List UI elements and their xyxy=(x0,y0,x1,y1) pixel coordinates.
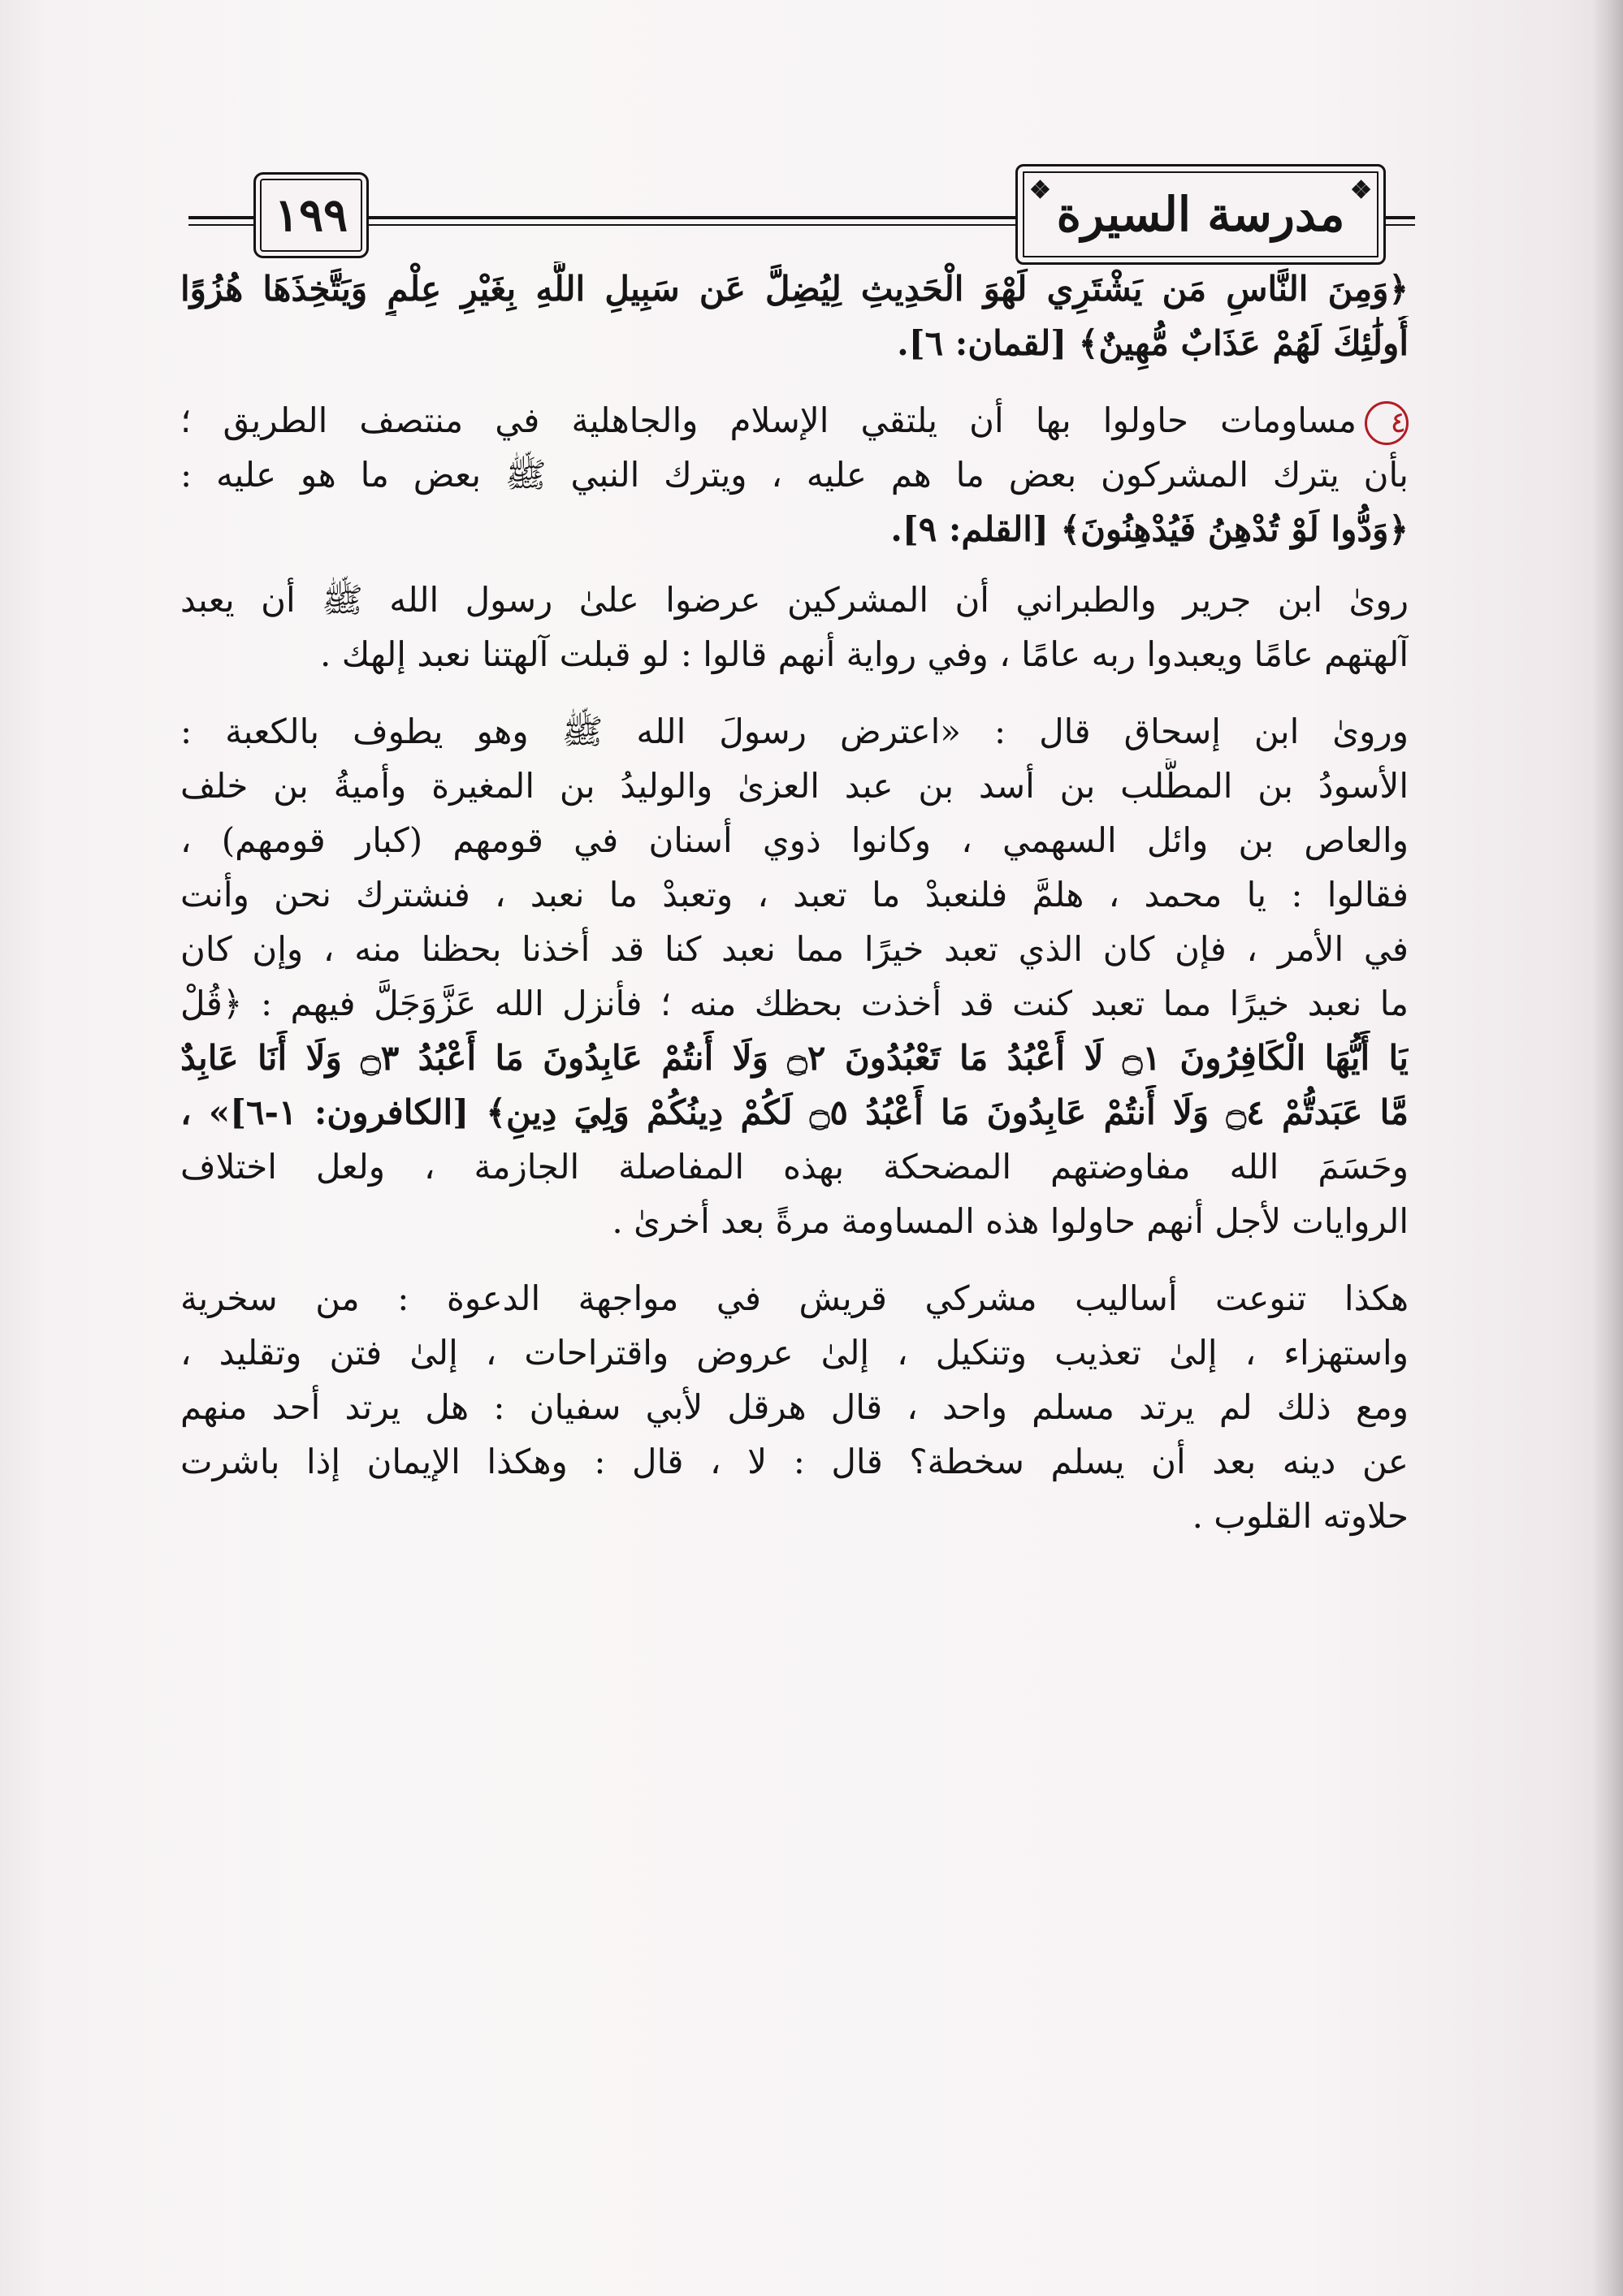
text-line: فقالوا : يا محمد ، هلمَّ فلنعبدْ ما تعبد ، وتعبدْ ما نعبد ، فنشترك نحن وأنت xyxy=(180,875,1409,915)
text-line: في الأمر ، فإن كان الذي تعبد خيرًا مما نعبد كنا قد أخذنا بحظنا منه ، وإن كان xyxy=(180,929,1409,969)
text-line: ﴿وَدُّوا لَوْ تُدْهِنُ فَيُدْهِنُونَ﴾ [القلم: ٩]. xyxy=(890,509,1409,549)
text-line: مَّا عَبَدتُّمْ ۝٤ وَلَا أَنتُمْ عَابِدُونَ مَا أَعْبُدُ ۝٥ لَكُمْ دِينُكُمْ وَلِيَ دِينِ﴾ [الكافرون: ١-٦]» ، xyxy=(180,1092,1409,1132)
ornament-icon: ❖ xyxy=(1029,176,1051,205)
text-line: ما نعبد خيرًا مما تعبد كنت قد أخذت بحظك منه ؛ فأنزل الله عَزَّوَجَلَّ فيهم : ﴿قُلْ xyxy=(180,984,1409,1023)
page-header xyxy=(188,162,1415,252)
text-line: ومع ذلك لم يرتد مسلم واحد ، قال هرقل لأبي سفيان : هل يرتد أحد منهم xyxy=(180,1387,1409,1427)
ornament-icon: ❖ xyxy=(1350,176,1372,205)
paragraph-ibn-ishaq xyxy=(180,704,1409,1248)
page-number: ١٩٩ xyxy=(253,172,369,258)
text-line xyxy=(180,393,1409,448)
paragraph-quran-luqman xyxy=(180,262,1409,370)
text-line-content: مساومات حاولوا بها أن يلتقي الإسلام والجاهلية في منتصف الطريق ؛ xyxy=(180,400,1357,440)
text-line: ﴿وَمِنَ النَّاسِ مَن يَشْتَرِي لَهْوَ الْحَدِيثِ لِيُضِلَّ عَن سَبِيلِ اللَّهِ بِغَيْرِ عِلْمٍ وَيَتَّخِذَهَا هُزُوًا xyxy=(180,269,1409,309)
text-line: روىٰ ابن جرير والطبراني أن المشركين عرضوا علىٰ رسول الله ﷺ أن يعبد xyxy=(180,580,1409,620)
text-line: الأسودُ بن المطَّلب بن أسد بن عبد العزىٰ والوليدُ بن المغيرة وأميةُ بن خلف xyxy=(180,766,1409,806)
paragraph-conclusion xyxy=(180,1271,1409,1543)
text-line: عن دينه بعد أن يسلم سخطة؟ قال : لا ، قال : وهكذا الإيمان إذا باشرت xyxy=(180,1442,1409,1481)
text-line: آلهتهم عامًا ويعبدوا ربه عامًا ، وفي رواية أنهم قالوا : لو قبلت آلهتنا نعبد إلهك . xyxy=(320,634,1409,674)
text-line: أُولَٰئِكَ لَهُمْ عَذَابٌ مُّهِينٌ﴾ [لقمان: ٦]. xyxy=(897,323,1409,363)
text-line: والعاص بن وائل السهمي ، وكانوا ذوي أسنان في قومهم (كبار قومهم) ، xyxy=(180,820,1409,860)
page-body xyxy=(180,262,1409,1543)
text-line: الروايات لأجل أنهم حاولوا هذه المساومة مرةً بعد أخرىٰ . xyxy=(612,1201,1409,1241)
text-line: وروىٰ ابن إسحاق قال : «اعترض رسولَ الله ﷺ وهو يطوف بالكعبة : xyxy=(180,711,1409,751)
text-line: هكذا تنوعت أساليب مشركي قريش في مواجهة الدعوة : من سخرية xyxy=(180,1278,1409,1318)
text-line: بأن يترك المشركون بعض ما هم عليه ، ويترك النبي ﷺ بعض ما هو عليه : xyxy=(180,455,1409,495)
point-number-badge: ٤ xyxy=(1365,401,1409,445)
paragraph-point-4 xyxy=(180,393,1409,556)
paragraph-ibn-jarir xyxy=(180,573,1409,681)
book-title-text: مدرسة السيرة xyxy=(1056,187,1345,242)
book-title xyxy=(1015,164,1386,265)
text-line: واستهزاء ، إلىٰ تعذيب وتنكيل ، إلىٰ عروض واقتراحات ، إلىٰ فتن وتقليد ، xyxy=(180,1333,1409,1373)
text-line: وحَسَمَ الله مفاوضتهم المضحكة بهذه المفاصلة الجازمة ، ولعل اختلاف xyxy=(180,1147,1409,1187)
text-line: حلاوته القلوب . xyxy=(1192,1496,1409,1536)
text-line: يَا أَيُّهَا الْكَافِرُونَ ۝١ لَا أَعْبُدُ مَا تَعْبُدُونَ ۝٢ وَلَا أَنتُمْ عَابِدُونَ مَا أَعْبُدُ ۝٣ وَلَا أَنَا عَابِدٌ xyxy=(180,1038,1409,1078)
page-edge-shadow xyxy=(1592,0,1623,2296)
